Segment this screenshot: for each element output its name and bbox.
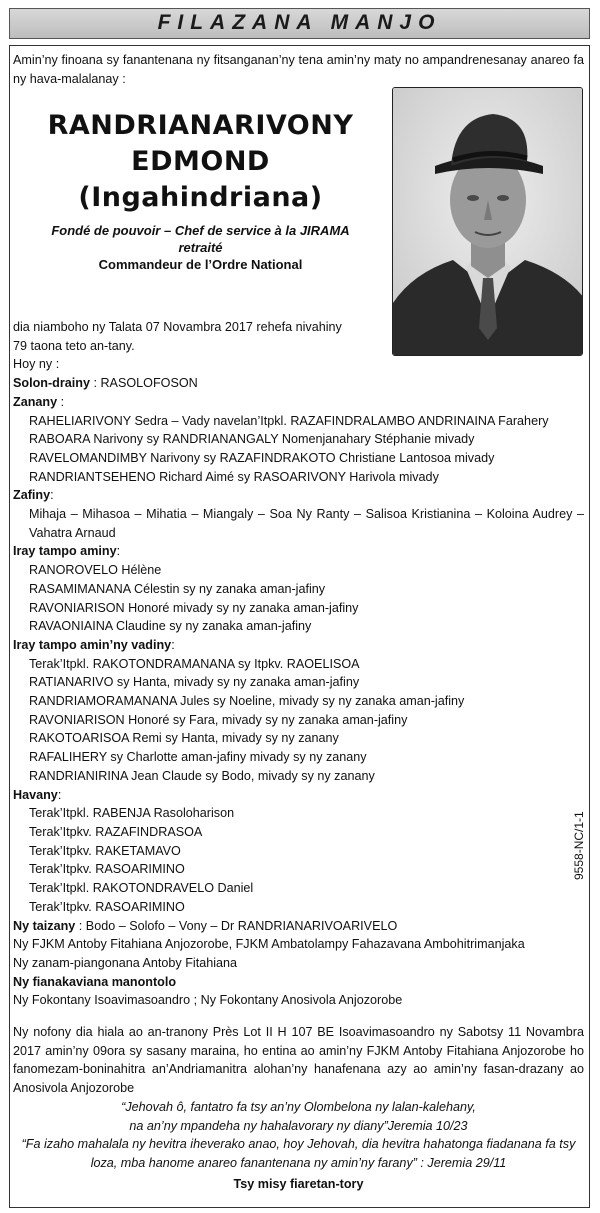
list-item: Terak’Itpkl. RAKOTONDRAVELO Daniel — [29, 881, 254, 896]
list-item: RABOARA Narivony sy RANDRIANANGALY Nomenjanahary Stéphanie mivady — [29, 432, 475, 447]
zafiny-text: Mihaja – Mihasoa – Mihatia – Miangaly – Soa Ny Ranty – Salisoa Kristianina – Koloina Audrey – Vahatra Arnaud — [29, 507, 584, 540]
iray-tampo-vadiny-heading — [13, 636, 584, 655]
solon-drainy-row — [13, 374, 584, 393]
death-line2: 79 taona teto an-tany. — [13, 338, 135, 353]
deceased-name-line1: RANDRIANARIVONY — [47, 110, 354, 141]
ny-taizany-value: : Bodo – Solofo – Vony – Dr RANDRIANARIVOARIVELO — [75, 918, 398, 933]
havany-heading — [13, 786, 584, 805]
list-item: RANDRIANIRINA Jean Claude sy Bodo, mivady sy ny zanany — [29, 768, 375, 783]
zafiny-heading — [13, 486, 584, 505]
intro-text: Amin’ny finoana sy fanantenana ny fitsanganan’ny tena amin’ny maty no ampandrenesanay anareo fa ny hava-malalanay : — [13, 53, 584, 86]
list-item: RAKOTOARISOA Remi sy Hanta, mivady sy ny zanany — [29, 731, 339, 746]
list-item: RAHELIARIVONY Sedra – Vady navelan’Itpkl. RAZAFINDRALAMBO ANDRINAINA Farahery — [29, 413, 549, 428]
header-banner — [9, 8, 590, 39]
list-item: RAVAONIAINA Claudine sy ny zanaka aman-jafiny — [29, 619, 312, 634]
zanany-suffix: : — [57, 394, 65, 409]
deceased-honor: Commandeur de l’Ordre National — [98, 257, 303, 272]
church-line-1: Ny FJKM Antoby Fitahiana Anjozorobe, FJKM Ambatolampy Fahazavana Ambohitrimanjaka — [13, 937, 525, 952]
list-item: Terak’Itpkl. RAKOTONDRAMANANA sy Itpkv. RAOELISOA — [29, 656, 360, 671]
solon-drainy-value: : RASOLOFOSON — [89, 376, 198, 391]
fianakaviana-value: Ny Fokontany Isoavimasoandro ; Ny Fokontany Anosivola Anjozorobe — [13, 993, 403, 1008]
ny-taizany-label: Ny taizany — [13, 918, 76, 933]
death-line1: dia niamboho ny Talata 07 Novambra 2017 rehefa nivahiny — [13, 320, 342, 334]
solon-drainy-label: Solon-drainy — [13, 376, 90, 391]
deceased-name-line3: (Ingahindriana) — [78, 182, 323, 213]
list-item: RANOROVELO Hélène — [29, 563, 162, 578]
list-item: Terak’Itpkv. RASOARIMINO — [29, 862, 185, 877]
iray-tampo-vadiny-label: Iray tampo amin’ny vadiny — [13, 637, 172, 652]
iray-tampo-aminy-label: Iray tampo aminy — [13, 544, 117, 559]
list-item: RAFALIHERY sy Charlotte aman-jafiny mivady sy ny zanany — [29, 750, 367, 765]
quote-1-line-1: “Jehovah ô, fantatro fa tsy an’ny Olombelona ny lalan-kalehany, — [121, 1099, 476, 1114]
list-item: RANDRIAMORAMANANA Jules sy Noeline, mivady sy ny zanaka aman-jafiny — [29, 694, 465, 709]
quote-1-line-2: na an’ny mpandeha ny hahalavorary ny diany”Jeremia 10/23 — [129, 1118, 468, 1133]
list-item: RASAMIMANANA Célestin sy ny zanaka aman-jafiny — [29, 581, 326, 596]
deceased-portrait-photo — [392, 87, 583, 356]
zanany-heading — [13, 393, 584, 412]
list-item: RAVONIARISON Honoré sy Fara, mivady sy ny zanaka aman-jafiny — [29, 712, 408, 727]
deceased-name-line2: EDMOND — [131, 146, 270, 177]
list-item: RAVELOMANDIMBY Narivony sy RAZAFINDRAKOTO Christiane Lantosoa mivady — [29, 450, 495, 465]
iray-tampo-aminy-suffix: : — [116, 544, 121, 559]
header-title: FILAZANA MANJO — [157, 11, 442, 35]
closing-text: Tsy misy fiaretan-tory — [233, 1176, 364, 1191]
ad-code: 9558-NC/1-1 — [572, 811, 586, 880]
fianakaviana-label: Ny fianakaviana manontolo — [13, 974, 177, 989]
list-item: Terak’Itpkv. RAZAFINDRASOA — [29, 824, 203, 839]
havany-label: Havany — [13, 787, 58, 802]
ny-taizany-row — [13, 917, 584, 936]
list-item: RANDRIANTSEHENO Richard Aimé sy RASOARIVONY Harivola mivady — [29, 469, 439, 484]
burial-paragraph: Ny nofony dia hiala ao an-tranony Près Lot II H 107 BE Isoavimasoandro ny Sabotsy 11 Novambra 2017 amin’ny 09ora sy sasany maraina, ho entina ao amin’ny FJKM Antoby Fitahiana Anjozorobe ho fanomezam-boninahitra an’Andriamanitra alohan’ny hanafenana azy ao amin’ny fasan-drazany ao Anosivola Anjozorobe — [13, 1025, 584, 1096]
deceased-title-block — [13, 108, 388, 273]
list-item: RATIANARIVO sy Hanta, mivady sy ny zanaka aman-jafiny — [29, 675, 360, 690]
list-item: Terak’Itpkv. RASOARIMINO — [29, 899, 185, 914]
iray-tampo-aminy-heading — [13, 542, 584, 561]
deceased-role-line2: retraité — [178, 240, 223, 255]
church-line-2: Ny zanam-piangonana Antoby Fitahiana — [13, 955, 238, 970]
list-item: RAVONIARISON Honoré mivady sy ny zanaka aman-jafiny — [29, 600, 359, 615]
details-block — [13, 318, 584, 1193]
zanany-label: Zanany — [13, 394, 58, 409]
list-item: Terak’Itpkl. RABENJA Rasoloharison — [29, 806, 235, 821]
portrait-image — [393, 88, 583, 356]
list-item: Terak’Itpkv. RAKETAMAVO — [29, 843, 181, 858]
zafiny-label: Zafiny — [13, 488, 51, 503]
deceased-role-line1: Fondé de pouvoir – Chef de service à la JIRAMA — [51, 223, 350, 238]
iray-tampo-vadiny-suffix: : — [171, 637, 175, 652]
quote-2: “Fa izaho mahalala ny hevitra iheverako anao, hoy Jehovah, dia hevitra hahatonga fiadanana fa tsy loza, mba hanome anareo fanantenana ny amin’ny farany” : Jeremia 29/11 — [21, 1137, 576, 1170]
havany-suffix: : — [57, 787, 62, 802]
zafiny-suffix: : — [50, 488, 54, 503]
hoy-ny: Hoy ny : — [13, 357, 60, 372]
intro-block — [13, 51, 584, 88]
